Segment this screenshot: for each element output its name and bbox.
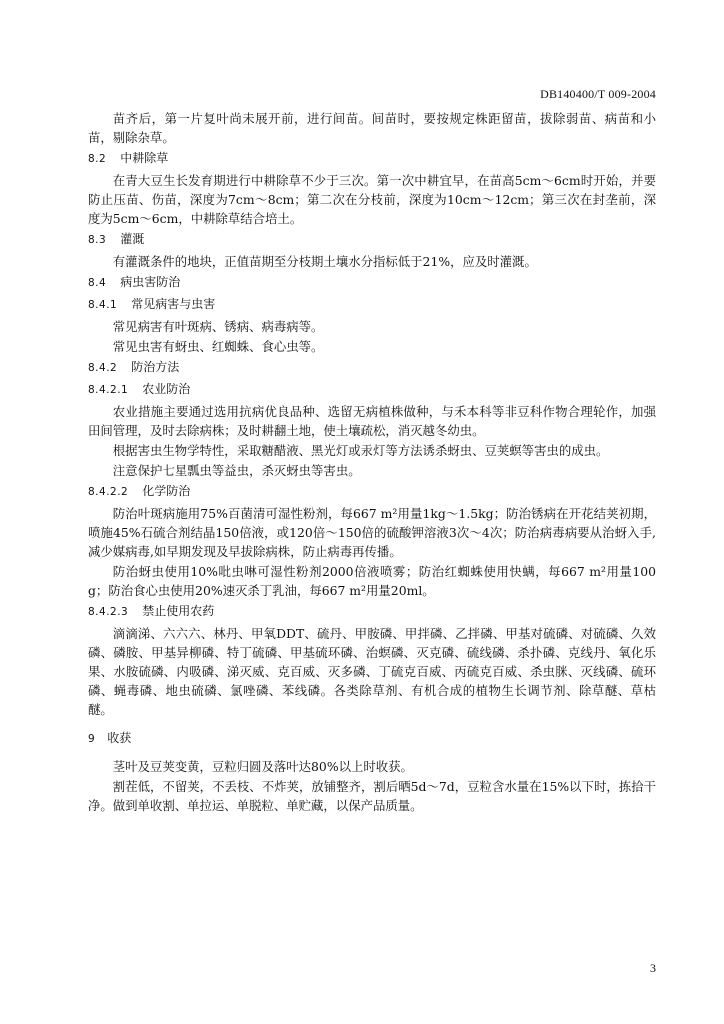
- section-title: 灌溉: [120, 232, 145, 246]
- paragraph: 茎叶及豆荚变黄，豆粒归圆及落叶达80%以上时收获。: [112, 759, 413, 774]
- section-heading: [88, 230, 656, 250]
- section-heading: [88, 482, 656, 502]
- section-title: 防治方法: [131, 360, 180, 374]
- paragraph: 有灌溉条件的地块，正值苗期至分枝期土壤水分指标低于21%，应及时灌溉。: [112, 254, 537, 269]
- section-title: 病虫害防治: [120, 275, 181, 289]
- section-number: 8.2: [88, 153, 107, 165]
- paragraph: 常见病害有叶斑病、锈病、病毒病等。: [112, 319, 324, 334]
- standard-code: DB140400/T 009-2004: [540, 87, 656, 101]
- section-title: 农业防治: [142, 382, 191, 396]
- section-heading: [88, 602, 656, 622]
- section-number: 8.3: [88, 234, 107, 246]
- section-number: 9: [88, 733, 96, 745]
- document-body: [88, 109, 656, 816]
- paragraph: 农业措施主要通过选用抗病优良品种、选留无病植株做种，与禾本科等非豆科作物合理轮作，加强田间管理，及时去除病株；及时耕翻土地，使土壤疏松，消灭越冬幼虫。: [88, 404, 656, 438]
- section-number: 8.4.2.2: [88, 486, 129, 498]
- section-title: 中耕除草: [120, 151, 169, 165]
- paragraph: 在青大豆生长发育期进行中耕除草不少于三次。第一次中耕宜早，在苗高5cm～6cm时开始，并要防止压苗、伤苗，深度为7cm～8cm；第二次在分枝前，深度为10cm～12cm；第三次在封垄前，深度为5cm～6cm，中耕除草结合培土。: [88, 173, 656, 226]
- section-heading: [88, 149, 656, 169]
- section-heading: [88, 358, 656, 378]
- section-number: 8.4.1: [88, 299, 118, 311]
- section-number: 8.4.2.1: [88, 384, 129, 396]
- paragraph: 防治蚜虫使用10%吡虫啉可湿性粉剂2000倍液喷雾；防治红蜘蛛使用快螨，每667 m²用量100 g；防治食心虫使用20%速灭杀丁乳油，每667 m²用量20ml。: [88, 564, 656, 598]
- section-title: 禁止使用农药: [142, 604, 215, 618]
- page-number: 3: [650, 961, 656, 975]
- section-heading: [88, 729, 656, 749]
- paragraph: 苗齐后，第一片复叶尚未展开前，进行间苗。间苗时，要按规定株距留苗，拔除弱苗、病苗和小苗，剔除杂草。: [88, 111, 656, 145]
- section-title: 常见病害与虫害: [131, 297, 216, 311]
- paragraph: 滴滴涕、六六六、林丹、甲氧DDT、硫丹、甲胺磷、甲拌磷、乙拌磷、甲基对硫磷、对硫磷、久效磷、磷胺、甲基异柳磷、特丁硫磷、甲基硫环磷、治螟磷、灭克磷、硫线磷、杀扑磷、克线丹、氧化乐果、水胺硫磷、内吸磷、涕灭威、克百威、灭多磷、丁硫克百威、丙硫克百威、杀虫脒、灭线磷、硫环磷、蝇毒磷、地虫硫磷、氯唑磷、苯线磷。各类除草剂、有机合成的植物生长调节剂、除草醚、草枯醚。: [88, 626, 656, 717]
- section-heading: [88, 273, 656, 293]
- section-title: 收获: [107, 731, 132, 745]
- section-heading: [88, 380, 656, 400]
- section-number: 8.4: [88, 277, 107, 289]
- section-heading: [88, 295, 656, 315]
- paragraph: 注意保护七星瓢虫等益虫，杀灭蚜虫等害虫。: [112, 463, 361, 478]
- section-number: 8.4.2.3: [88, 606, 129, 618]
- paragraph: 常见虫害有蚜虫、红蜘蛛、食心虫等。: [112, 339, 324, 354]
- paragraph: 根据害虫生物学特性，采取糖醋液、黑光灯或汞灯等方法诱杀蚜虫、豆荚螟等害虫的成虫。: [112, 443, 609, 458]
- paragraph: 防治叶斑病施用75%百菌清可湿性粉剂，每667 m²用量1kg～1.5kg；防治锈病在开花结荚初期，喷施45%石硫合剂结晶150倍液，或120倍～150倍的硫酸钾溶液3次～4次；防治病毒病要从治蚜入手,减少媒病毒,如早期发现及早拔除病株，防止病毒再传播。: [88, 506, 656, 559]
- section-number: 8.4.2: [88, 362, 118, 374]
- paragraph: 割茬低，不留荚，不丢枝、不炸荚，放铺整齐，割后晒5d～7d，豆粒含水量在15%以下时，拣拾干净。做到单收割、单拉运、单脱粒、单贮藏，以保产品质量。: [88, 779, 656, 813]
- section-title: 化学防治: [142, 484, 191, 498]
